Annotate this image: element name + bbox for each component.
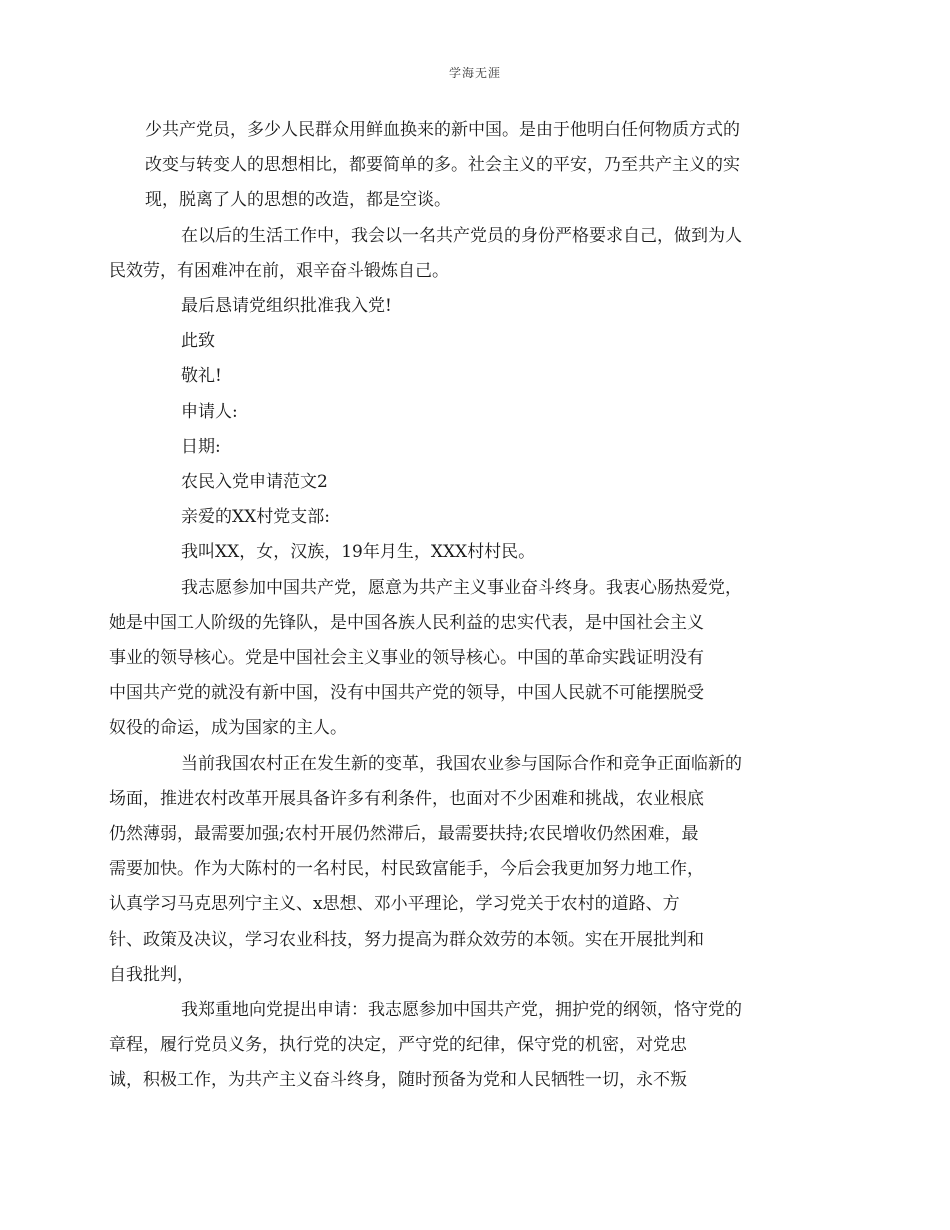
text-line: 此致 (181, 331, 215, 352)
text-line: 改变与转变人的思想相比，都要简单的多。社会主义的平安，乃至共产主义的实 (145, 155, 740, 176)
paragraph (109, 747, 805, 993)
text-line: 事业的领导核心。党是中国社会主义事业的领导核心。中国的革命实践证明没有 (109, 648, 704, 669)
text-line: 少共产党员，多少人民群众用鲜血换来的新中国。是由于他明白任何物质方式的 (145, 120, 740, 140)
text-line: 章程，履行党员义务，执行党的决定，严守党的纪律，保守党的机密，对党忠 (109, 1035, 687, 1056)
text-line: 申请人: (181, 401, 238, 422)
text-line: 当前我国农村正在发生新的变革，我国农业参与国际合作和竞争正面临新的 (181, 753, 742, 774)
text-line: 民效劳，有困难冲在前，艰辛奋斗锻炼自己。 (109, 260, 449, 281)
text-line: 亲爱的XX村党支部: (181, 507, 330, 528)
paragraph (145, 395, 805, 430)
text-line: 需要加快。作为大陈村的一名村民，村民致富能手，今后会我更加努力地工作， (109, 859, 704, 880)
text-line: 场面，推进农村改革开展具备许多有利条件，也面对不少困难和挑战，农业根底 (109, 788, 704, 809)
text-line: 我郑重地向党提出申请：我志愿参加中国共产党，拥护党的纲领，恪守党的 (181, 1000, 742, 1021)
paragraph (145, 113, 805, 219)
paragraph (145, 324, 805, 359)
text-line: 诚，积极工作，为共产主义奋斗终身，随时预备为党和人民牺牲一切，永不叛 (109, 1070, 687, 1091)
paragraph (109, 571, 805, 747)
paragraph (145, 359, 805, 394)
text-line: 自我批判， (109, 964, 194, 985)
text-line: 我志愿参加中国共产党，愿意为共产主义事业奋斗终身。我衷心肠热爱党， (181, 577, 742, 598)
text-line: 仍然薄弱，最需要加强;农村开展仍然滞后，最需要扶持;农民增收仍然困难，最 (109, 824, 699, 845)
text-line: 在以后的生活工作中，我会以一名共产党员的身份严格要求自己，做到为人 (181, 225, 742, 246)
text-line: 我叫XX，女，汉族，19年月生，XXX村村民。 (181, 542, 536, 563)
document-body (109, 113, 805, 1099)
paragraph (145, 500, 805, 535)
paragraph (109, 219, 805, 289)
text-line: 农民入党申请范文2 (181, 472, 328, 493)
text-line: 最后恳请党组织批准我入党! (181, 296, 392, 317)
text-line: 她是中国工人阶级的先锋队，是中国各族人民利益的忠实代表，是中国社会主义 (109, 612, 704, 633)
paragraph (145, 289, 805, 324)
text-line: 日期: (181, 436, 221, 457)
paragraph (145, 465, 805, 500)
paragraph (145, 430, 805, 465)
text-line: 现，脱离了人的思想的改造，都是空谈。 (145, 190, 451, 211)
text-line: 针、政策及决议，学习农业科技，努力提高为群众效劳的本领。实在开展批判和 (109, 929, 704, 950)
paragraph (145, 535, 805, 570)
text-line: 敬礼! (181, 366, 222, 387)
text-line: 中国共产党的就没有新中国，没有中国共产党的领导，中国人民就不可能摆脱受 (109, 683, 704, 704)
text-line: 奴役的命运，成为国家的主人。 (109, 718, 347, 739)
paragraph (109, 993, 805, 1099)
text-line: 认真学习马克思列宁主义、x思想、邓小平理论，学习党关于农村的道路、方 (109, 894, 680, 915)
page-header: 学海无涯 (448, 66, 501, 80)
